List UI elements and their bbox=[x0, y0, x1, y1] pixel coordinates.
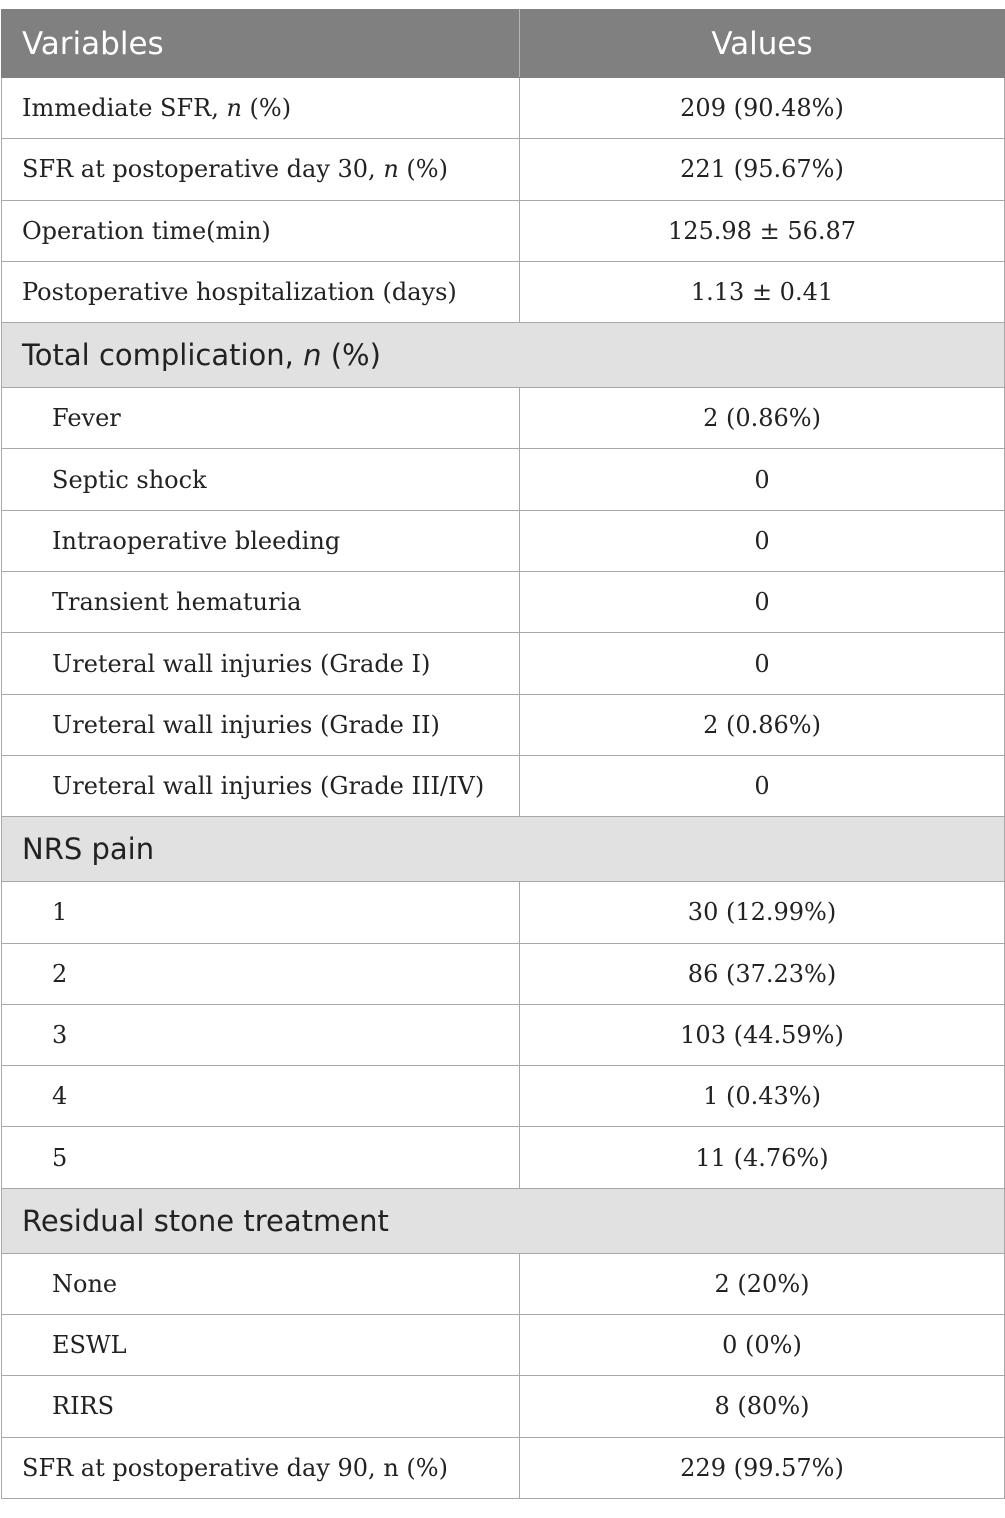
table-row bbox=[2, 139, 1005, 200]
table-row bbox=[2, 261, 1005, 322]
row-label: Ureteral wall injuries (Grade III/IV) bbox=[2, 755, 520, 816]
row-value: 229 (99.57%) bbox=[520, 1437, 1005, 1498]
table-row bbox=[2, 1437, 1005, 1498]
row-value: 1.13 ± 0.41 bbox=[520, 261, 1005, 322]
row-label: 4 bbox=[2, 1066, 520, 1127]
results-table bbox=[1, 9, 1005, 1499]
row-label: SFR at postoperative day 30, n (%) bbox=[2, 139, 520, 200]
row-label: 3 bbox=[2, 1004, 520, 1065]
row-value: 86 (37.23%) bbox=[520, 943, 1005, 1004]
section-title: Residual stone treatment bbox=[2, 1188, 1005, 1253]
table-row bbox=[2, 694, 1005, 755]
row-value: 103 (44.59%) bbox=[520, 1004, 1005, 1065]
table-row bbox=[2, 1127, 1005, 1188]
table-row bbox=[2, 882, 1005, 943]
row-value: 0 bbox=[520, 510, 1005, 571]
row-value: 30 (12.99%) bbox=[520, 882, 1005, 943]
row-label: Postoperative hospitalization (days) bbox=[2, 261, 520, 322]
row-value: 2 (20%) bbox=[520, 1253, 1005, 1314]
row-label: ESWL bbox=[2, 1315, 520, 1376]
row-value: 125.98 ± 56.87 bbox=[520, 200, 1005, 261]
row-label: 5 bbox=[2, 1127, 520, 1188]
row-label: Ureteral wall injuries (Grade I) bbox=[2, 633, 520, 694]
row-value: 0 bbox=[520, 633, 1005, 694]
table-row bbox=[2, 78, 1005, 139]
table-row bbox=[2, 1376, 1005, 1437]
row-label: Immediate SFR, n (%) bbox=[2, 78, 520, 139]
header-variables: Variables bbox=[2, 10, 520, 78]
section-header-residual bbox=[2, 1188, 1005, 1253]
row-value: 0 bbox=[520, 572, 1005, 633]
row-label: 1 bbox=[2, 882, 520, 943]
row-value: 2 (0.86%) bbox=[520, 694, 1005, 755]
table-row bbox=[2, 755, 1005, 816]
header-row bbox=[2, 10, 1005, 78]
section-header-nrs bbox=[2, 817, 1005, 882]
row-label: Operation time(min) bbox=[2, 200, 520, 261]
row-value: 0 bbox=[520, 449, 1005, 510]
row-label: Transient hematuria bbox=[2, 572, 520, 633]
row-value: 209 (90.48%) bbox=[520, 78, 1005, 139]
table-row bbox=[2, 1066, 1005, 1127]
row-value: 0 bbox=[520, 755, 1005, 816]
row-label: Ureteral wall injuries (Grade II) bbox=[2, 694, 520, 755]
row-label: Intraoperative bleeding bbox=[2, 510, 520, 571]
table-row bbox=[2, 200, 1005, 261]
table-row bbox=[2, 449, 1005, 510]
table-row bbox=[2, 633, 1005, 694]
table-row bbox=[2, 572, 1005, 633]
table-row bbox=[2, 943, 1005, 1004]
row-label: Fever bbox=[2, 388, 520, 449]
row-value: 1 (0.43%) bbox=[520, 1066, 1005, 1127]
table-row bbox=[2, 510, 1005, 571]
row-label: RIRS bbox=[2, 1376, 520, 1437]
row-label: None bbox=[2, 1253, 520, 1314]
table-row bbox=[2, 1253, 1005, 1314]
row-label: Septic shock bbox=[2, 449, 520, 510]
section-title: Total complication, n (%) bbox=[2, 323, 1005, 388]
row-value: 11 (4.76%) bbox=[520, 1127, 1005, 1188]
row-label: 2 bbox=[2, 943, 520, 1004]
table-row bbox=[2, 1315, 1005, 1376]
row-value: 0 (0%) bbox=[520, 1315, 1005, 1376]
row-value: 8 (80%) bbox=[520, 1376, 1005, 1437]
section-header-complication bbox=[2, 323, 1005, 388]
row-value: 2 (0.86%) bbox=[520, 388, 1005, 449]
section-title: NRS pain bbox=[2, 817, 1005, 882]
table-row bbox=[2, 1004, 1005, 1065]
table-row bbox=[2, 388, 1005, 449]
row-value: 221 (95.67%) bbox=[520, 139, 1005, 200]
header-values: Values bbox=[520, 10, 1005, 78]
row-label: SFR at postoperative day 90, n (%) bbox=[2, 1437, 520, 1498]
